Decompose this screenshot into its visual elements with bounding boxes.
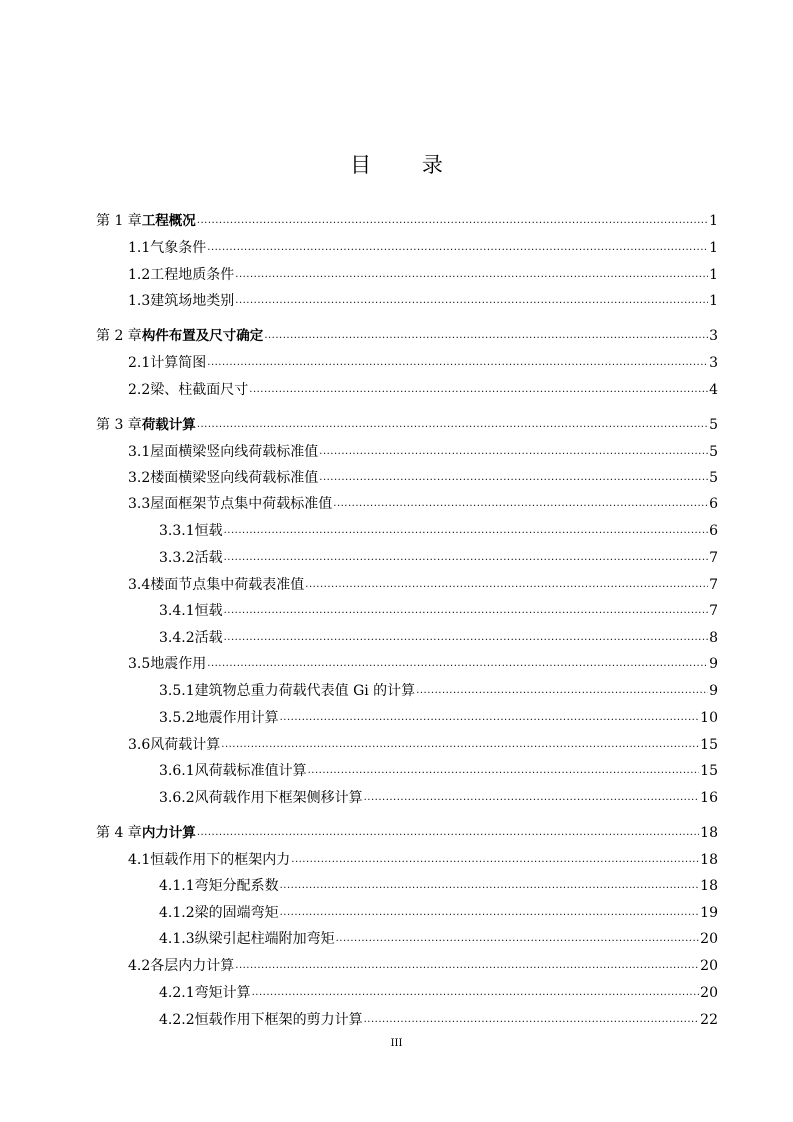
toc-entry-number: 4.1	[128, 852, 151, 868]
toc-entry-page: 15	[700, 763, 718, 779]
toc-entry-number: 3.4	[128, 577, 151, 593]
toc-entry-page: 20	[700, 985, 718, 1001]
toc-entry-page: 9	[709, 683, 718, 699]
toc-entry-page: 15	[700, 737, 718, 753]
toc-entry	[128, 957, 718, 975]
toc-dot-leader	[235, 266, 708, 284]
toc-entry-page: 10	[700, 710, 718, 726]
toc-entry-number: 3.3.2	[159, 550, 195, 566]
toc-entry-page: 6	[709, 523, 718, 539]
toc-entry	[159, 1011, 718, 1029]
toc-entry-page: 5	[709, 444, 718, 460]
toc-entry	[159, 877, 718, 895]
toc-entry-number: 4.1.3	[159, 931, 195, 947]
toc-entry	[128, 495, 718, 513]
toc-entry-page: 5	[709, 470, 718, 486]
toc-dot-leader	[224, 549, 708, 567]
toc-entry-title: 梁、柱截面尺寸	[150, 382, 249, 398]
toc-entry-number: 4.1.1	[159, 878, 195, 894]
toc-entry-title: 工程概况	[141, 213, 196, 229]
toc-dot-leader	[308, 762, 700, 780]
toc-entry-title: 弯矩计算	[194, 985, 251, 1001]
toc-entry-number: 3.1	[128, 444, 151, 460]
toc-entry-number: 第 2 章	[96, 328, 142, 344]
toc-dot-leader	[264, 327, 708, 345]
toc-entry-page: 1	[709, 293, 718, 309]
toc-entry-page: 7	[709, 550, 718, 566]
page-title: 目 录	[350, 153, 465, 177]
toc-entry-page: 20	[700, 958, 718, 974]
toc-dot-leader	[207, 655, 708, 673]
toc-entry-title: 风荷载作用下框架侧移计算	[194, 790, 363, 806]
toc-entry-title: 恒载	[194, 603, 223, 619]
toc-dot-leader	[235, 957, 699, 975]
toc-chapter-entry	[96, 824, 718, 842]
toc-dot-leader	[291, 851, 699, 869]
toc-entry-title: 弯矩分配系数	[194, 878, 279, 894]
toc-entry-page: 1	[709, 267, 718, 283]
toc-entry-title: 风荷载标准值计算	[194, 763, 307, 779]
toc-entry-number: 3.6.1	[159, 763, 195, 779]
toc-entry-page: 16	[700, 790, 718, 806]
toc-entry-number: 3.5	[128, 656, 151, 672]
toc-entry	[128, 736, 718, 754]
toc-entry-number: 4.2.2	[159, 1012, 195, 1028]
toc-entry-title: 恒载	[194, 523, 223, 539]
toc-entry-title: 各层内力计算	[150, 958, 235, 974]
toc-entry-number: 第 4 章	[96, 825, 142, 841]
toc-chapter-entry	[96, 212, 718, 230]
toc-entry-title: 活载	[194, 630, 223, 646]
toc-entry-number: 3.6	[128, 737, 151, 753]
toc-entry-page: 18	[700, 852, 718, 868]
toc-entry-title: 屋面横梁竖向线荷载标准值	[150, 444, 319, 460]
toc-dot-leader	[197, 416, 708, 434]
toc-entry-title: 楼面横梁竖向线荷载标准值	[150, 470, 319, 486]
toc-dot-leader	[319, 469, 708, 487]
toc-entry	[159, 602, 718, 620]
toc-entry-page: 22	[700, 1012, 718, 1028]
toc-entry-title: 工程地质条件	[150, 267, 235, 283]
toc-entry	[159, 549, 718, 567]
toc-entry-number: 3.5.2	[159, 710, 195, 726]
toc-entry-number: 1.2	[128, 267, 151, 283]
toc-entry	[128, 292, 718, 310]
toc-entry-title: 计算简图	[150, 355, 207, 371]
toc-entry-number: 4.1.2	[159, 905, 195, 921]
toc-entry-page: 3	[709, 328, 718, 344]
toc-entry	[159, 522, 718, 540]
toc-entry-number: 1.1	[128, 240, 151, 256]
toc-chapter-entry	[96, 327, 718, 345]
toc-dot-leader	[235, 292, 708, 310]
toc-entry-page: 18	[700, 825, 718, 841]
toc-entry	[159, 930, 718, 948]
toc-dot-leader	[280, 709, 700, 727]
toc-entry-number: 4.2	[128, 958, 151, 974]
toc-entry-page: 8	[709, 630, 718, 646]
toc-entry-title: 地震作用	[150, 656, 207, 672]
toc-entry	[128, 443, 718, 461]
toc-entry-page: 3	[709, 355, 718, 371]
toc-dot-leader	[333, 495, 708, 513]
toc-dot-leader	[280, 877, 700, 895]
toc-entry-page: 4	[709, 382, 718, 398]
toc-dot-leader	[280, 904, 700, 922]
toc-entry-page: 1	[709, 213, 718, 229]
toc-dot-leader	[416, 682, 708, 700]
toc-entry	[128, 239, 718, 257]
toc-entry-page: 20	[700, 931, 718, 947]
toc-entry	[128, 381, 718, 399]
toc-entry-number: 4.2.1	[159, 985, 195, 1001]
toc-dot-leader	[221, 736, 699, 754]
toc-entry-number: 3.4.2	[159, 630, 195, 646]
toc-entry-number: 2.2	[128, 382, 151, 398]
toc-entry-number: 3.3.1	[159, 523, 195, 539]
toc-entry	[159, 984, 718, 1002]
toc-entry-title: 恒载作用下框架的剪力计算	[194, 1012, 363, 1028]
toc-entry-title: 楼面节点集中荷载表准值	[150, 577, 305, 593]
toc-entry-page: 7	[709, 603, 718, 619]
toc-entry	[128, 655, 718, 673]
toc-entry-number: 2.1	[128, 355, 151, 371]
toc-entry-page: 18	[700, 878, 718, 894]
toc-entry-title: 内力计算	[141, 825, 196, 841]
toc-chapter-entry	[96, 416, 718, 434]
toc-entry-title: 构件布置及尺寸确定	[141, 328, 264, 344]
toc-entry	[159, 682, 718, 700]
toc-entry	[159, 629, 718, 647]
toc-entry-number: 3.3	[128, 496, 151, 512]
toc-dot-leader	[319, 443, 708, 461]
toc-dot-leader	[252, 984, 700, 1002]
toc-entry-title: 纵梁引起柱端附加弯矩	[194, 931, 335, 947]
toc-entry-title: 风荷载计算	[150, 737, 221, 753]
toc-dot-leader	[197, 824, 699, 842]
toc-entry-title: 梁的固端弯矩	[194, 905, 279, 921]
toc-entry-number: 第 1 章	[96, 213, 142, 229]
toc-entry	[159, 709, 718, 727]
page-number: III	[390, 1038, 403, 1049]
toc-entry-page: 1	[709, 240, 718, 256]
toc-entry-title: 荷载计算	[141, 417, 196, 433]
toc-entry-title: 气象条件	[150, 240, 207, 256]
toc-entry-page: 6	[709, 496, 718, 512]
toc-entry-page: 9	[709, 656, 718, 672]
toc-dot-leader	[207, 239, 708, 257]
toc-entry-page: 19	[700, 905, 718, 921]
toc-dot-leader	[249, 381, 708, 399]
toc-dot-leader	[305, 576, 708, 594]
toc-entry	[128, 576, 718, 594]
toc-entry	[159, 789, 718, 807]
toc-dot-leader	[224, 629, 708, 647]
toc-entry-page: 7	[709, 577, 718, 593]
toc-entry-number: 3.2	[128, 470, 151, 486]
toc-dot-leader	[364, 1011, 700, 1029]
toc-dot-leader	[197, 212, 708, 230]
toc-entry-number: 3.5.1	[159, 683, 195, 699]
toc-entry-number: 3.6.2	[159, 790, 195, 806]
toc-dot-leader	[336, 930, 700, 948]
toc-entry-number: 3.4.1	[159, 603, 195, 619]
toc-dot-leader	[224, 602, 708, 620]
toc-entry-page: 5	[709, 417, 718, 433]
toc-entry-number: 1.3	[128, 293, 151, 309]
toc-entry	[128, 354, 718, 372]
toc-dot-leader	[224, 522, 708, 540]
toc-entry	[128, 851, 718, 869]
toc-dot-leader	[364, 789, 700, 807]
toc-entry	[128, 469, 718, 487]
toc-entry	[159, 904, 718, 922]
toc-entry-number: 第 3 章	[96, 417, 142, 433]
toc-entry-title: 建筑场地类别	[150, 293, 235, 309]
toc-entry-title: 地震作用计算	[194, 710, 279, 726]
toc-entry-title: 建筑物总重力荷载代表值 Gi 的计算	[194, 683, 416, 699]
toc-entry	[159, 762, 718, 780]
toc-entry-title: 恒载作用下的框架内力	[150, 852, 291, 868]
toc-entry	[128, 266, 718, 284]
toc-entry-title: 活载	[194, 550, 223, 566]
toc-entry-title: 屋面框架节点集中荷载标准值	[150, 496, 333, 512]
toc-dot-leader	[207, 354, 708, 372]
